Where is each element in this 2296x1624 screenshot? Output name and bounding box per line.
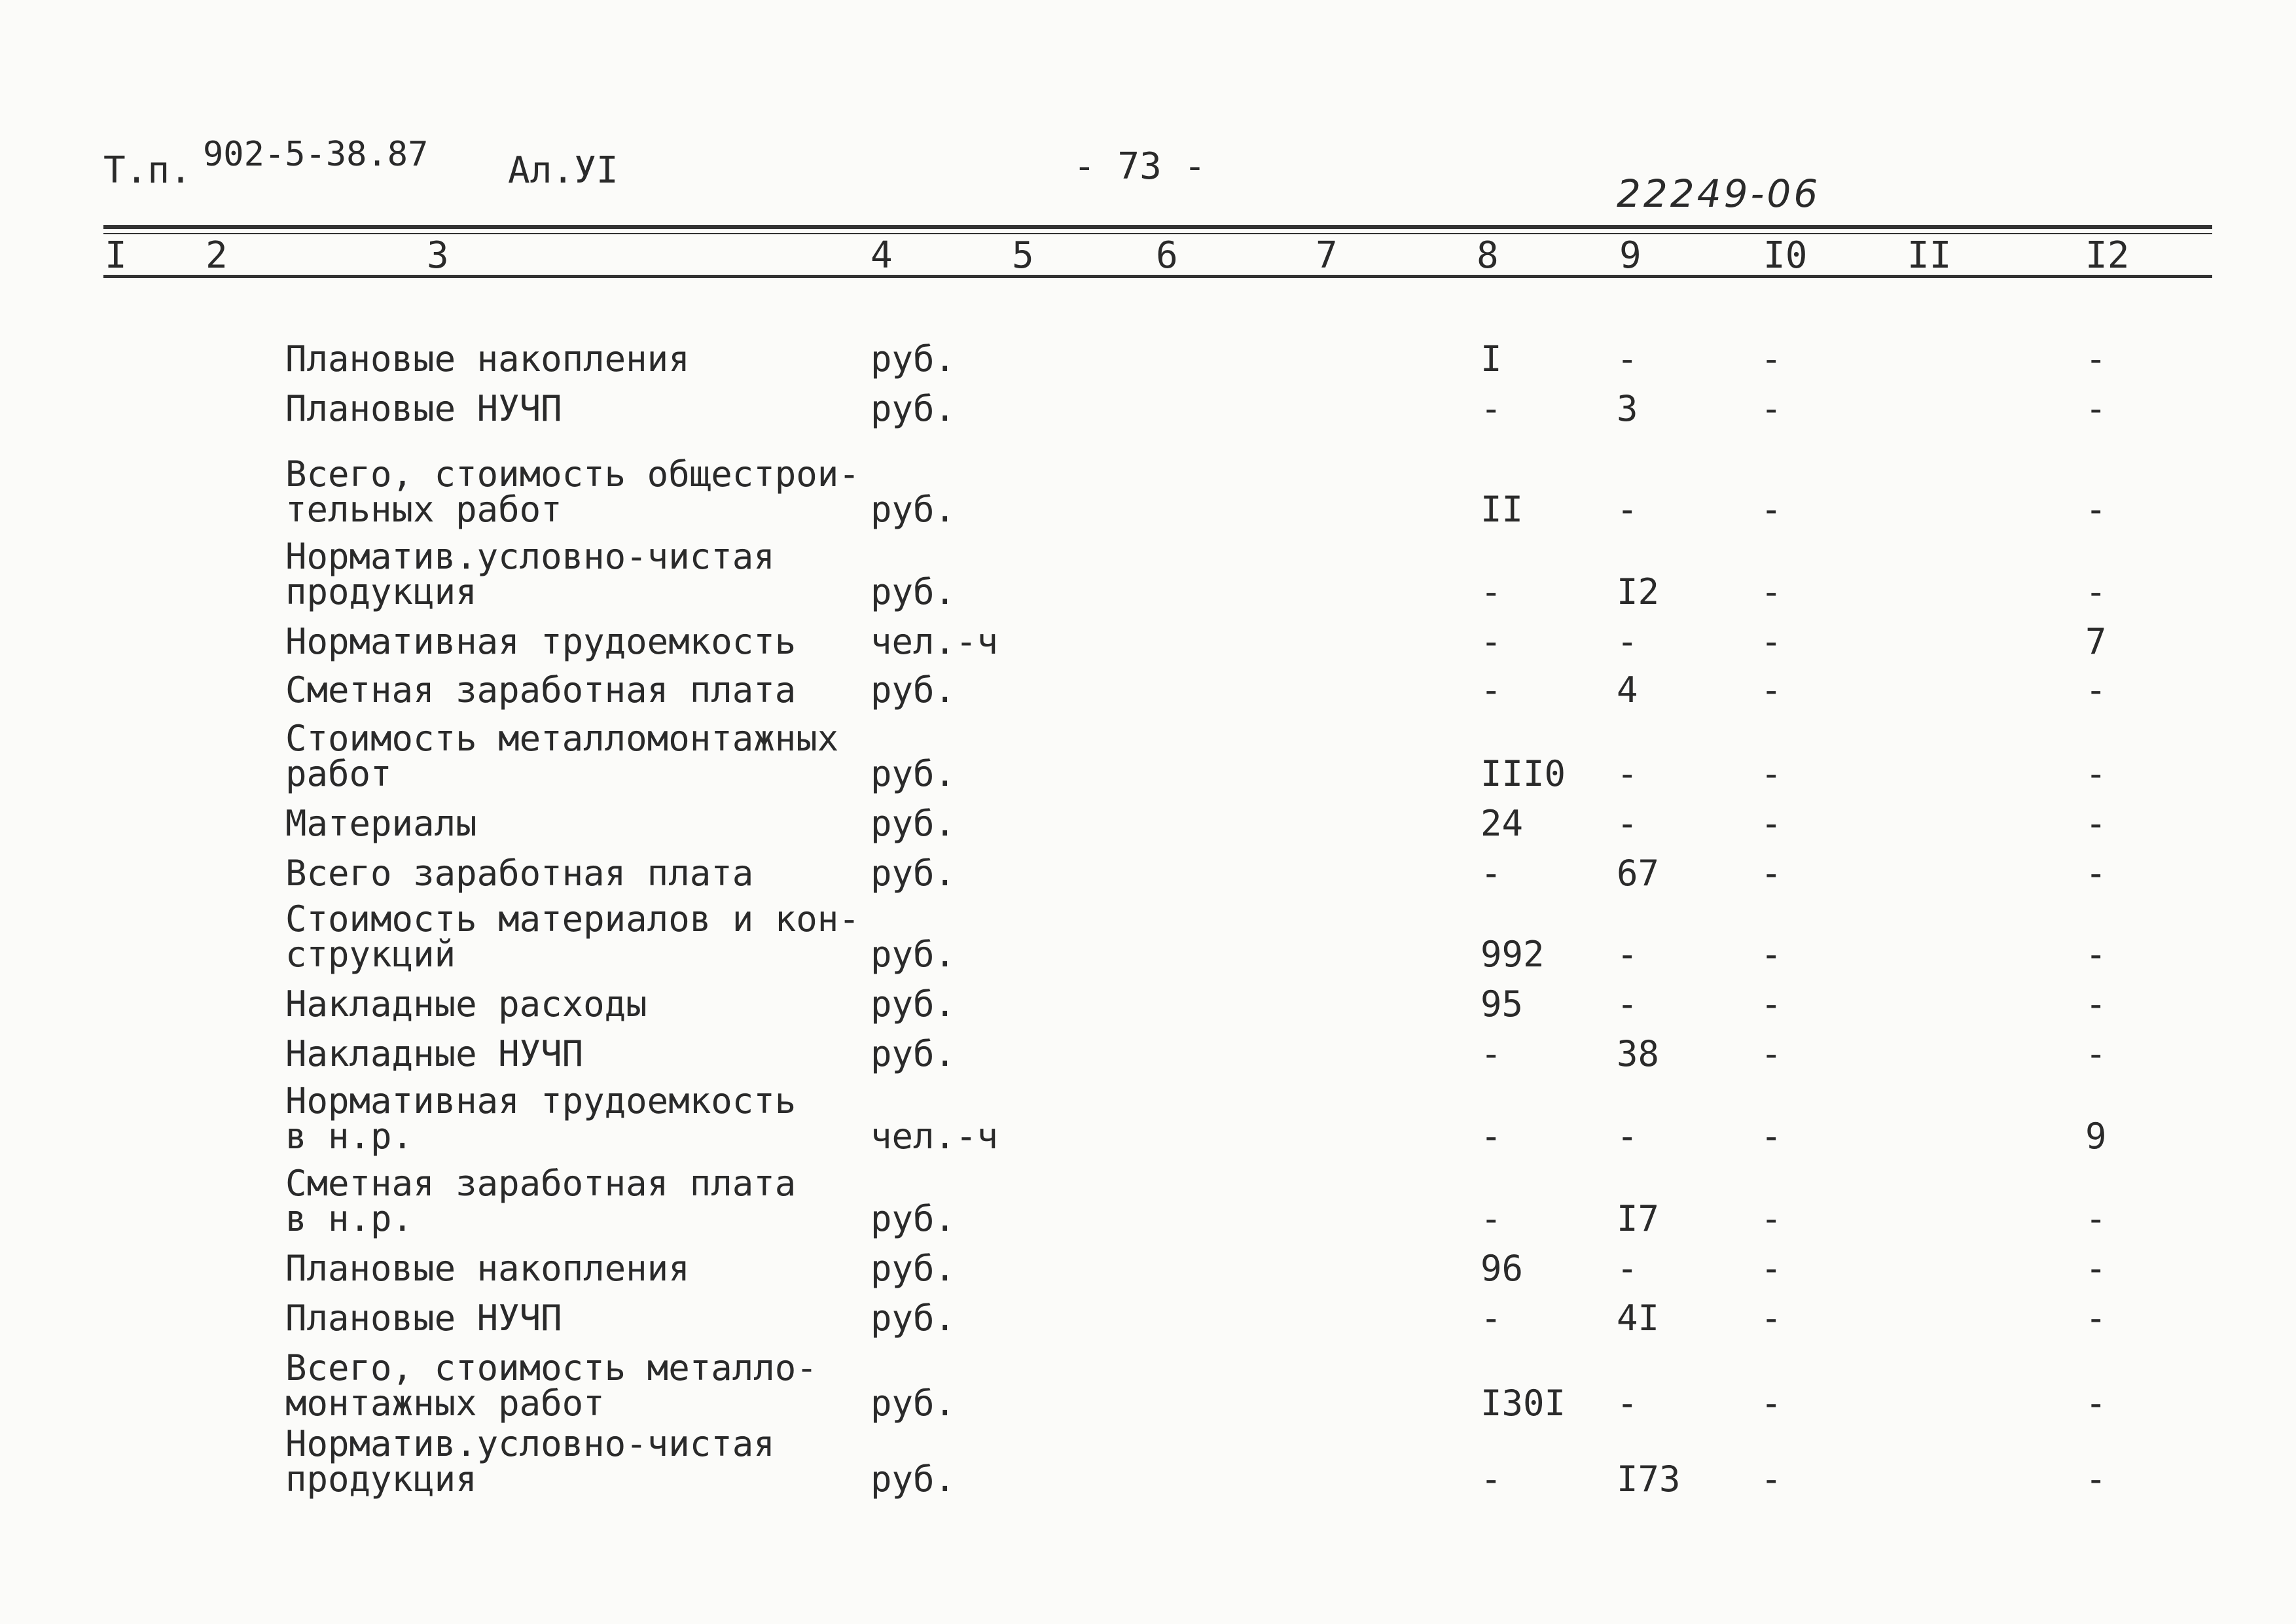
table-row <box>0 813 2296 894</box>
row-name: Всего заработная плата <box>285 853 754 894</box>
column-number-11: II <box>1907 234 1952 277</box>
row-unit: руб. <box>870 1033 956 1074</box>
header-page-number: - 73 - <box>1073 145 1206 188</box>
row-col-12: - <box>2085 934 2107 975</box>
row-col-12: - <box>2085 1248 2107 1289</box>
row-col-9: I7 <box>1617 1198 1660 1239</box>
row-col-9: 67 <box>1617 853 1660 894</box>
row-col-8: - <box>1480 1458 1502 1500</box>
row-col-8: - <box>1480 853 1502 894</box>
row-col-10: - <box>1761 803 1782 844</box>
row-col-10: - <box>1761 853 1782 894</box>
row-col-9: 4 <box>1617 669 1638 711</box>
row-unit: руб. <box>870 753 956 794</box>
row-col-12: - <box>2085 1198 2107 1239</box>
row-col-12: - <box>2085 803 2107 844</box>
column-number-5: 5 <box>1012 234 1034 277</box>
row-col-8: 95 <box>1480 983 1524 1025</box>
row-col-10: - <box>1761 1383 1782 1424</box>
row-col-8: III0 <box>1480 753 1566 794</box>
row-name: Плановые накопления <box>285 1248 690 1289</box>
row-col-10: - <box>1761 1458 1782 1500</box>
row-col-12: - <box>2085 388 2107 429</box>
row-col-10: - <box>1761 669 1782 711</box>
table-row <box>0 449 2296 530</box>
row-name: Всего, стоимость общестрои- тельных работ <box>285 453 860 530</box>
row-col-9: 38 <box>1617 1033 1660 1074</box>
column-number-10: I0 <box>1763 234 1808 277</box>
row-col-10: - <box>1761 1297 1782 1339</box>
row-col-12: 9 <box>2085 1116 2107 1157</box>
row-col-10: - <box>1761 753 1782 794</box>
row-name: Плановые НУЧП <box>285 1297 562 1339</box>
row-col-9: I2 <box>1617 571 1660 612</box>
row-unit: руб. <box>870 803 956 844</box>
row-col-9: - <box>1617 1383 1638 1424</box>
column-number-7: 7 <box>1316 234 1338 277</box>
row-col-8: - <box>1480 1116 1502 1157</box>
row-col-8: 992 <box>1480 934 1545 975</box>
row-name: Сметная заработная плата <box>285 669 797 711</box>
row-col-12: - <box>2085 853 2107 894</box>
row-col-9: - <box>1617 753 1638 794</box>
row-unit: руб. <box>870 853 956 894</box>
row-col-12: - <box>2085 489 2107 530</box>
column-number-4: 4 <box>870 234 893 277</box>
row-col-10: - <box>1761 1248 1782 1289</box>
row-col-10: - <box>1761 1033 1782 1074</box>
row-col-9: - <box>1617 1248 1638 1289</box>
row-col-9: - <box>1617 338 1638 380</box>
row-col-12: 7 <box>2085 621 2107 662</box>
row-col-8: II <box>1480 489 1524 530</box>
row-col-8: I30I <box>1480 1383 1566 1424</box>
row-col-9: 3 <box>1617 388 1638 429</box>
column-number-1: I <box>105 234 127 277</box>
table-row <box>0 629 2296 711</box>
header-project-code: 902-5-38.87 <box>203 135 429 174</box>
row-unit: руб. <box>870 983 956 1025</box>
row-col-9: 4I <box>1617 1297 1660 1339</box>
table-row <box>0 1343 2296 1424</box>
row-col-9: I73 <box>1617 1458 1681 1500</box>
row-col-10: - <box>1761 1116 1782 1157</box>
row-col-8: - <box>1480 621 1502 662</box>
row-col-10: - <box>1761 571 1782 612</box>
header-album: Ал.УI <box>508 149 619 192</box>
row-col-12: - <box>2085 983 2107 1025</box>
row-unit: руб. <box>870 338 956 380</box>
row-col-9: - <box>1617 803 1638 844</box>
column-number-8: 8 <box>1477 234 1499 277</box>
row-col-8: - <box>1480 1297 1502 1339</box>
header-tp-label: Т.п. <box>103 149 192 192</box>
column-number-9: 9 <box>1619 234 1641 277</box>
row-col-12: - <box>2085 1383 2107 1424</box>
row-name: Накладные расходы <box>285 983 647 1025</box>
column-number-12: I2 <box>2085 234 2130 277</box>
row-col-12: - <box>2085 1458 2107 1500</box>
row-col-9: - <box>1617 489 1638 530</box>
table-top-rule <box>103 225 2212 229</box>
row-col-10: - <box>1761 388 1782 429</box>
row-name: Нормативная трудоемкость в н.р. <box>285 1080 797 1157</box>
row-unit: чел.-ч <box>870 1116 999 1157</box>
row-col-8: - <box>1480 388 1502 429</box>
row-col-9: - <box>1617 934 1638 975</box>
row-col-12: - <box>2085 669 2107 711</box>
row-col-8: 24 <box>1480 803 1524 844</box>
row-col-8: - <box>1480 1198 1502 1239</box>
column-number-3: 3 <box>427 234 449 277</box>
row-col-8: - <box>1480 1033 1502 1074</box>
row-col-12: - <box>2085 1033 2107 1074</box>
column-number-6: 6 <box>1156 234 1178 277</box>
row-col-10: - <box>1761 489 1782 530</box>
row-col-9: - <box>1617 1116 1638 1157</box>
row-col-12: - <box>2085 571 2107 612</box>
column-number-2: 2 <box>206 234 228 277</box>
row-col-8: - <box>1480 571 1502 612</box>
row-col-8: 96 <box>1480 1248 1524 1289</box>
row-unit: руб. <box>870 571 956 612</box>
row-name: Материалы <box>285 803 477 844</box>
row-name: Стоимость металломонтажных работ <box>285 718 839 794</box>
row-unit: руб. <box>870 934 956 975</box>
row-col-12: - <box>2085 753 2107 794</box>
table-row <box>0 348 2296 427</box>
row-name: Плановые НУЧП <box>285 388 562 429</box>
row-unit: руб. <box>870 1297 956 1339</box>
row-name: Стоимость материалов и кон- струкций <box>285 898 860 975</box>
row-col-10: - <box>1761 983 1782 1025</box>
row-col-10: - <box>1761 338 1782 380</box>
row-col-12: - <box>2085 1297 2107 1339</box>
row-col-9: - <box>1617 621 1638 662</box>
row-col-10: - <box>1761 621 1782 662</box>
row-name: Плановые накопления <box>285 338 690 380</box>
row-name: Норматив.условно-чистая продукция <box>285 1423 775 1500</box>
row-unit: руб. <box>870 1383 956 1424</box>
table-row <box>0 1419 2296 1500</box>
row-name: Норматив.условно-чистая продукция <box>285 536 775 612</box>
table-row <box>0 993 2296 1072</box>
row-name: Всего, стоимость металло- монтажных работ <box>285 1347 817 1424</box>
row-unit: руб. <box>870 1248 956 1289</box>
table-row <box>0 1258 2296 1339</box>
row-name: Нормативная трудоемкость <box>285 621 797 662</box>
row-unit: руб. <box>870 489 956 530</box>
row-unit: чел.-ч <box>870 621 999 662</box>
row-unit: руб. <box>870 388 956 429</box>
row-unit: руб. <box>870 1198 956 1239</box>
row-name: Накладные НУЧП <box>285 1033 584 1074</box>
row-col-8: I <box>1480 338 1502 380</box>
row-col-12: - <box>2085 338 2107 380</box>
row-col-10: - <box>1761 1198 1782 1239</box>
row-unit: руб. <box>870 1458 956 1500</box>
header-doc-number: 22249-06 <box>1617 171 1821 216</box>
row-col-10: - <box>1761 934 1782 975</box>
row-col-8: - <box>1480 669 1502 711</box>
row-unit: руб. <box>870 669 956 711</box>
table-row <box>0 1076 2296 1157</box>
row-col-9: - <box>1617 983 1638 1025</box>
row-name: Сметная заработная плата в н.р. <box>285 1163 797 1239</box>
